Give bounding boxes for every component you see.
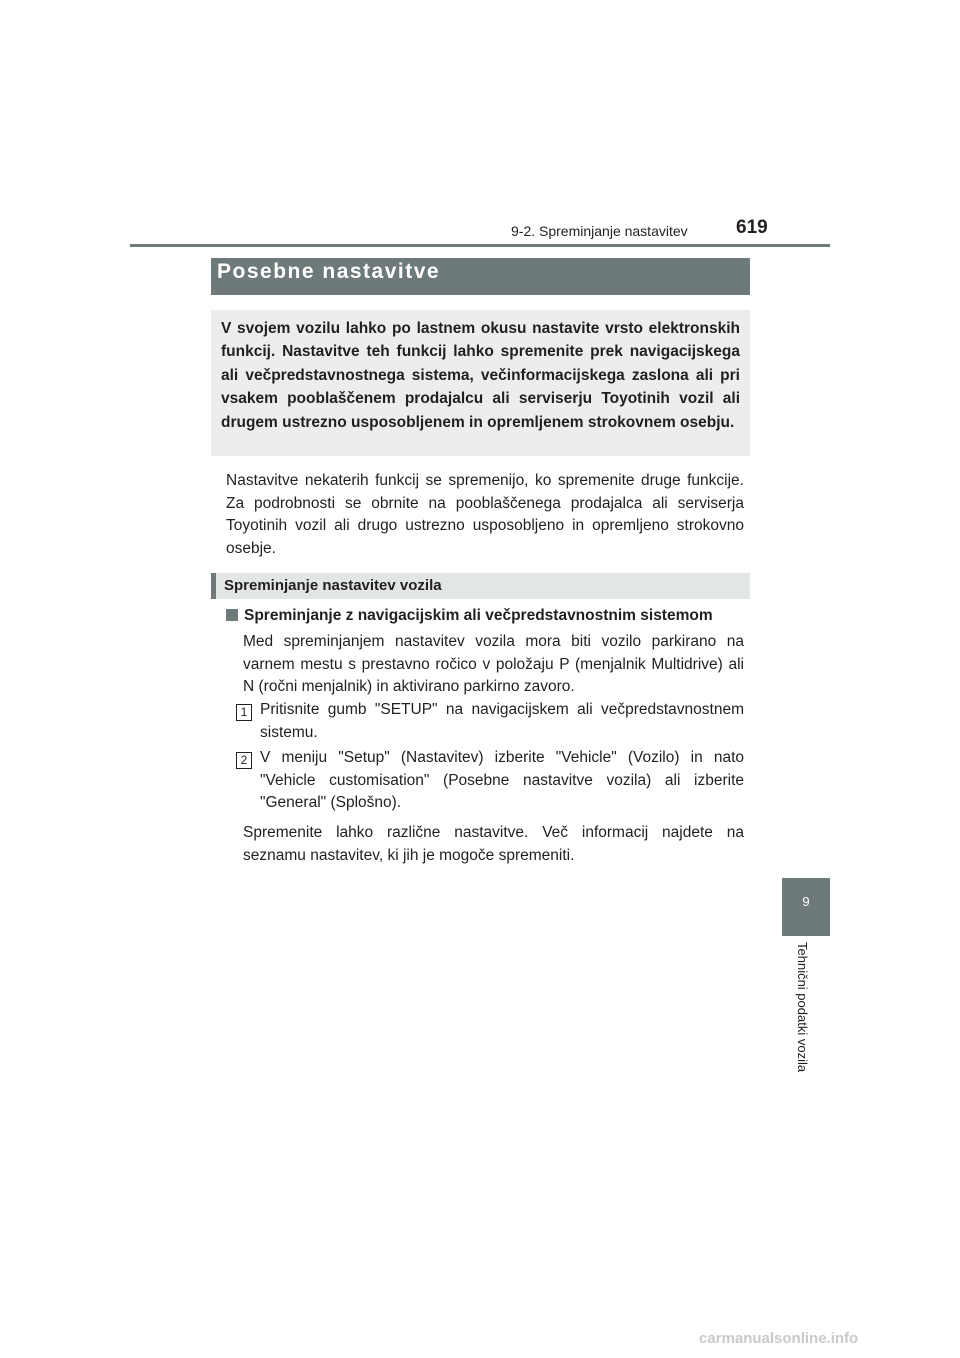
page-title: Posebne nastavitve	[217, 260, 441, 283]
chapter-title: Tehnični podatki vozila	[795, 942, 810, 1073]
intro-text: V svojem vozilu lahko po lastnem okusu nastavite vrsto elektronskih funkcij. Nastavitve teh funkcij lahko spremenite prek navigacijskega ali večpredstavnostnega sistema, večinformacijskega zaslona ali pri vsakem pooblaščenem prodajalcu ali serviserju Toyotinih vozil ali drugem ustrezno usposobljenem in opremljenem strokovnem osebju.	[221, 320, 740, 431]
bullet-heading-text: Spreminjanje z navigacijskim ali večpredstavnostnim sistemom	[244, 607, 713, 624]
step-text-2: V meniju "Setup" (Nastavitev) izberite "Vehicle" (Vozilo) in nato "Vehicle customisation" (Posebne nastavitve vozila) ali izberite "General" (Splošno).	[260, 749, 744, 812]
subsection-accent	[211, 573, 216, 599]
subsection-header	[211, 573, 750, 599]
chapter-tab	[782, 878, 830, 936]
header-section-title: 9-2. Spreminjanje nastavitev	[511, 223, 688, 239]
page-title-bar	[211, 258, 750, 295]
step-number-1: 1	[236, 704, 252, 721]
header-divider	[130, 244, 830, 247]
closing-paragraph: Spremenite lahko različne nastavitve. Več informacij najdete na seznamu nastavitev, ki jih je mogoče spremeniti.	[243, 824, 744, 864]
watermark: carmanualsonline.info	[699, 1330, 859, 1347]
step-number-2: 2	[236, 752, 252, 769]
subsection-title: Spreminjanje nastavitev vozila	[224, 577, 442, 594]
bullet-paragraph: Med spreminjanjem nastavitev vozila mora biti vozilo parkirano na varnem mestu s prestavno ročico v položaju P (menjalnik Multidrive) ali N (ročni menjalnik) in aktivirano parkirno zavoro.	[243, 633, 744, 696]
bullet-heading	[226, 607, 756, 625]
body-paragraph: Nastavitve nekaterih funkcij se spremenijo, ko spremenite druge funkcije. Za podrobnosti se obrnite na pooblaščenega prodajalca ali serviserja Toyotinih vozil ali drugo ustrezno usposobljeno in opremljeno strokovno osebje.	[226, 472, 744, 557]
chapter-side-label	[790, 942, 810, 1142]
step-text-1: Pritisnite gumb "SETUP" na navigacijskem ali večpredstavnostnem sistemu.	[260, 701, 744, 741]
intro-box	[211, 310, 750, 456]
square-bullet-icon	[226, 609, 238, 621]
chapter-number: 9	[802, 894, 810, 909]
page-number: 619	[736, 217, 768, 238]
